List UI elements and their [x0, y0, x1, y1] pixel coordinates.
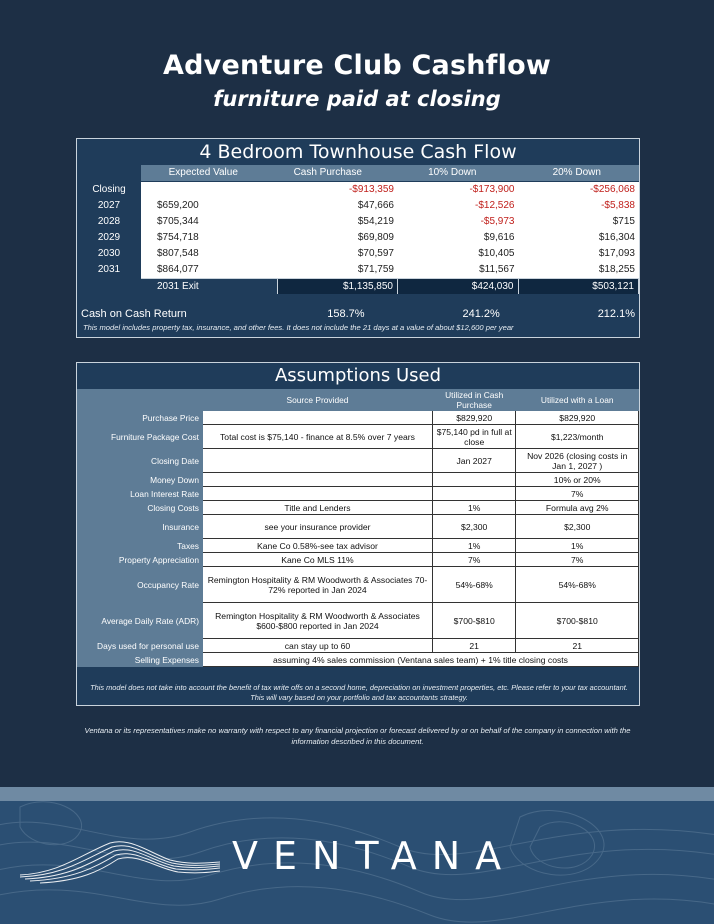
- row-label: 2031: [97, 264, 121, 275]
- cash-on-cash-row: [77, 306, 639, 322]
- cashflow-cell: $16,304: [598, 232, 635, 243]
- assumption-cell: 7%: [432, 553, 515, 567]
- coc-label: Cash on Cash Return: [81, 308, 187, 320]
- cashflow-cell: $807,548: [157, 248, 199, 259]
- col-header: Expected Value: [168, 167, 238, 178]
- assumption-cell: [203, 449, 433, 473]
- assumption-cell: $829,920: [432, 411, 515, 425]
- cashflow-cell: $17,093: [598, 248, 635, 259]
- assumption-label: Property Appreciation: [78, 553, 203, 567]
- assumption-row: [78, 411, 639, 425]
- assumption-cell: Remington Hospitality & RM Woodworth & Associates 70-72% reported in Jan 2024: [203, 567, 433, 603]
- assumption-row: [78, 515, 639, 539]
- assumptions-table: [77, 389, 639, 667]
- assumption-cell: Remington Hospitality & RM Woodworth & Associates $600-$800 reported in Jan 2024: [203, 603, 433, 639]
- assumptions-panel: [76, 362, 640, 706]
- cashflow-cell: $754,718: [157, 232, 199, 243]
- coc-20-down: 212.1%: [597, 308, 635, 320]
- assumption-cell: $75,140 pd in full at close: [432, 425, 515, 449]
- cashflow-cell: -$256,068: [589, 184, 635, 195]
- assumption-cell: $700-$810: [516, 603, 639, 639]
- assumption-label: Money Down: [78, 473, 203, 487]
- assumption-cell: 54%-68%: [516, 567, 639, 603]
- assumption-cell: $700-$810: [432, 603, 515, 639]
- cashflow-row: [141, 230, 639, 246]
- assumption-cell: 1%: [432, 501, 515, 515]
- assumption-row: [78, 473, 639, 487]
- assumption-cell: [203, 411, 433, 425]
- assumption-row: [78, 487, 639, 501]
- assumption-row: [78, 603, 639, 639]
- assumption-row: [78, 539, 639, 553]
- assumption-cell: 21: [432, 639, 515, 653]
- assumption-cell: Jan 2027: [432, 449, 515, 473]
- assumption-cell: Title and Lenders: [203, 501, 433, 515]
- cashflow-cell: -$5,838: [601, 200, 635, 211]
- cashflow-cell: -$5,973: [480, 216, 515, 227]
- assumption-label: Taxes: [78, 539, 203, 553]
- cashflow-cell: $9,616: [483, 232, 515, 243]
- coc-cash: 158.7%: [327, 308, 365, 320]
- cashflow-cell: $705,344: [157, 216, 199, 227]
- cashflow-cell: $70,597: [357, 248, 394, 259]
- assumption-cell: [203, 487, 433, 501]
- assumption-cell: 10% or 20%: [516, 473, 639, 487]
- page-subtitle: furniture paid at closing: [213, 87, 501, 111]
- assumption-cell: 1%: [516, 539, 639, 553]
- cashflow-cell: -$913,359: [348, 184, 394, 195]
- assumption-cell: Kane Co MLS 11%: [203, 553, 433, 567]
- assumptions-note: This model does not take into account the benefit of tax write offs on a second home, depreciation on investment properties, etc. Please refer to your tax accountant. This will vary based on your portfolio and tax accountants strategy.: [90, 683, 628, 702]
- exit-label: 2031 Exit: [141, 279, 278, 294]
- assumptions-title: Assumptions Used: [274, 365, 442, 386]
- assumptions-header-row: [78, 390, 639, 411]
- selling-expenses-value: assuming 4% sales commission (Ventana sales team) + 1% title closing costs: [203, 653, 639, 667]
- assumption-cell: 21: [516, 639, 639, 653]
- cashflow-cell: $11,567: [479, 264, 515, 275]
- cashflow-cell: [141, 182, 278, 198]
- row-label: 2030: [97, 248, 121, 259]
- col-header: Utilized with a Loan: [516, 390, 639, 411]
- assumption-row: [78, 553, 639, 567]
- assumption-label: Closing Date: [78, 449, 203, 473]
- cashflow-row: [141, 262, 639, 278]
- col-header: Cash Purchase: [293, 167, 362, 178]
- assumption-cell: see your insurance provider: [203, 515, 433, 539]
- assumption-label: Furniture Package Cost: [78, 425, 203, 449]
- cashflow-cell: $18,255: [598, 264, 635, 275]
- row-label: 2029: [97, 232, 121, 243]
- exit-cash: $1,135,850: [278, 279, 399, 294]
- cashflow-cell: -$173,900: [469, 184, 515, 195]
- cashflow-row: [141, 214, 639, 230]
- assumption-label: Closing Costs: [78, 501, 203, 515]
- cashflow-row-labels: [77, 182, 141, 278]
- assumption-cell: 7%: [516, 487, 639, 501]
- cashflow-cell: -$12,526: [475, 200, 515, 211]
- assumption-row: [78, 567, 639, 603]
- assumption-cell: $2,300: [516, 515, 639, 539]
- assumption-label: Purchase Price: [78, 411, 203, 425]
- assumption-cell: Kane Co 0.58%-see tax advisor: [203, 539, 433, 553]
- assumption-cell: $1,223/month: [516, 425, 639, 449]
- cashflow-panel: [76, 138, 640, 338]
- cashflow-header-row: [141, 165, 639, 181]
- assumption-cell: $2,300: [432, 515, 515, 539]
- brand-logo-text: VENTANA: [232, 834, 517, 878]
- cashflow-cell: $54,219: [357, 216, 394, 227]
- coc-10-down: 241.2%: [462, 308, 500, 320]
- cashflow-cell: $659,200: [157, 200, 199, 211]
- mountain-wave-logo-icon: [20, 835, 220, 895]
- selling-expenses-row: [78, 653, 639, 667]
- exit-20-down: $503,121: [519, 279, 640, 294]
- assumption-cell: 1%: [432, 539, 515, 553]
- assumption-cell: Nov 2026 (closing costs in Jan 1, 2027 ): [516, 449, 639, 473]
- row-label: Closing: [92, 184, 126, 195]
- col-header: Source Provided: [203, 390, 433, 411]
- assumption-label: Selling Expenses: [78, 653, 203, 667]
- cashflow-exit-row: [141, 278, 639, 294]
- assumption-cell: $829,920: [516, 411, 639, 425]
- col-header: 10% Down: [428, 167, 477, 178]
- col-header: Utilized in Cash Purchase: [432, 390, 515, 411]
- row-label: 2028: [97, 216, 121, 227]
- assumption-row: [78, 501, 639, 515]
- assumption-cell: 7%: [516, 553, 639, 567]
- assumption-label: Days used for personal use: [78, 639, 203, 653]
- cashflow-row: [141, 198, 639, 214]
- assumption-row: [78, 449, 639, 473]
- assumption-label: Occupancy Rate: [78, 567, 203, 603]
- footer-banner: [0, 787, 714, 924]
- col-header: 20% Down: [552, 167, 601, 178]
- assumption-cell: Total cost is $75,140 - finance at 8.5% over 7 years: [203, 425, 433, 449]
- cashflow-cell: $47,666: [357, 200, 394, 211]
- cashflow-cell: $864,077: [157, 264, 199, 275]
- page-title: Adventure Club Cashflow: [163, 50, 551, 81]
- cashflow-cell: $715: [612, 216, 635, 227]
- assumption-cell: [432, 487, 515, 501]
- assumption-cell: Formula avg 2%: [516, 501, 639, 515]
- assumption-cell: can stay up to 60: [203, 639, 433, 653]
- cashflow-cell: $69,809: [357, 232, 394, 243]
- assumption-row: [78, 425, 639, 449]
- cashflow-title: 4 Bedroom Townhouse Cash Flow: [77, 139, 639, 165]
- blank-header-cell: [78, 390, 203, 411]
- cashflow-cell: $71,759: [357, 264, 394, 275]
- assumption-cell: [203, 473, 433, 487]
- exit-10-down: $424,030: [398, 279, 519, 294]
- cashflow-body: [141, 182, 639, 278]
- assumption-cell: 54%-68%: [432, 567, 515, 603]
- assumption-label: Loan Interest Rate: [78, 487, 203, 501]
- assumption-label: Average Daily Rate (ADR): [78, 603, 203, 639]
- row-label: 2027: [97, 200, 121, 211]
- cashflow-cell: $10,405: [478, 248, 515, 259]
- assumption-cell: [432, 473, 515, 487]
- cashflow-row: [141, 182, 639, 198]
- cashflow-note: This model includes property tax, insurance, and other fees. It does not include the 21 days at a value of about $12,600 per year: [83, 323, 514, 332]
- assumption-row: [78, 639, 639, 653]
- assumption-label: Insurance: [78, 515, 203, 539]
- disclaimer: Ventana or its representatives make no warranty with respect to any financial projection or forecast delivered by or on behalf of the company in connection with the information described in this document.: [84, 726, 631, 746]
- cashflow-row: [141, 246, 639, 262]
